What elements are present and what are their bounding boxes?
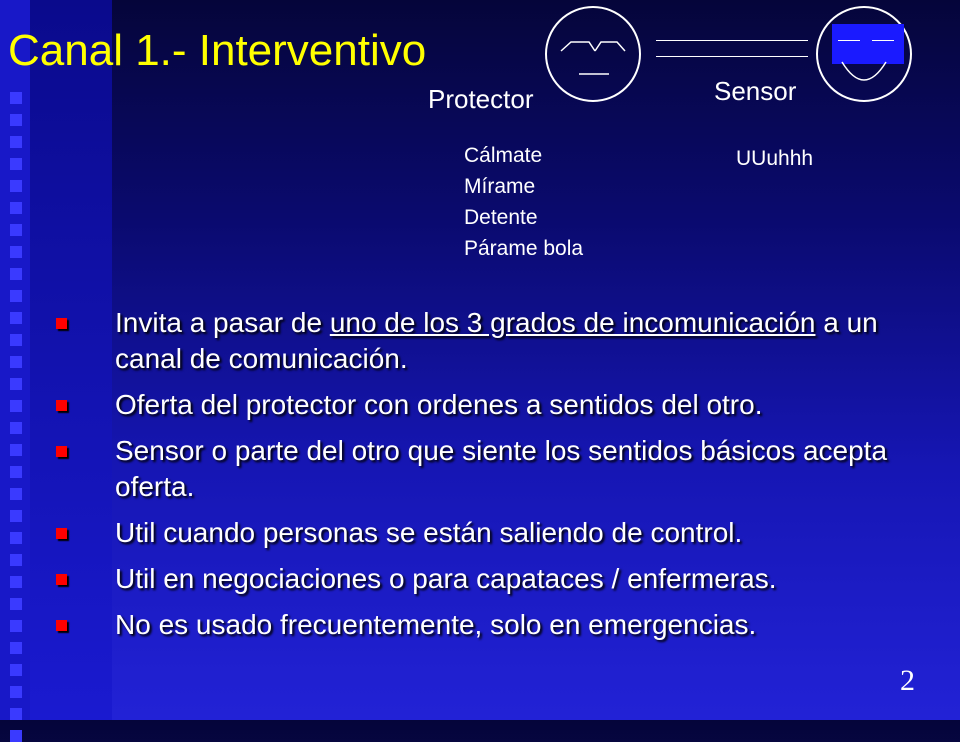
decorative-square (10, 202, 22, 214)
bullet-text: Util cuando personas se están saliendo de control. (115, 517, 743, 548)
bullet-item (50, 305, 930, 377)
bullet-text: Oferta del protector con ordenes a sentidos del otro. (115, 389, 763, 420)
decorative-square (10, 730, 22, 742)
bullet-text: Sensor o parte del otro que siente los sentidos básicos acepta oferta. (115, 435, 888, 502)
sensor-label: Sensor (714, 76, 797, 106)
decorative-square (10, 400, 22, 412)
bullet-item (50, 387, 930, 423)
connection-line-bottom (656, 56, 808, 57)
decorative-square (10, 158, 22, 170)
protector-label: Protector (428, 84, 534, 114)
protector-word: Detente (464, 206, 538, 229)
decorative-square (10, 642, 22, 654)
decorative-square (10, 598, 22, 610)
decorative-square (10, 422, 22, 434)
red-square-bullet-icon (56, 528, 67, 539)
bullet-text-underlined: uno de los 3 grados de incomunicación (329, 307, 816, 338)
protector-face (545, 6, 641, 102)
red-square-bullet-icon (56, 574, 67, 585)
decorative-square (10, 576, 22, 588)
page-number: 2 (900, 664, 915, 697)
sensor-smile (816, 6, 912, 102)
decorative-square (10, 620, 22, 632)
sensor-words: UUuhhh (736, 147, 814, 170)
protector-words (464, 140, 583, 264)
red-square-bullet-icon (56, 446, 67, 457)
protector-word: Mírame (464, 175, 536, 198)
bullet-text: Util en negociaciones o para capataces / enfermeras. (115, 563, 777, 594)
red-square-bullet-icon (56, 318, 67, 329)
decorative-square (10, 224, 22, 236)
decorative-square (10, 466, 22, 478)
decorative-square (10, 268, 22, 280)
decorative-square (10, 136, 22, 148)
decorative-square (10, 180, 22, 192)
protector-word: Párame bola (464, 237, 584, 260)
sensor-face (816, 6, 912, 102)
decorative-square (10, 444, 22, 456)
decorative-square (10, 488, 22, 500)
decorative-square (10, 334, 22, 346)
slide-title: Canal 1.- Interventivo (8, 26, 427, 75)
decorative-square (10, 92, 22, 104)
decorative-square (10, 554, 22, 566)
bullet-list (50, 305, 930, 653)
bullet-text: Invita a pasar de (115, 307, 330, 338)
decorative-square (10, 246, 22, 258)
bullet-item (50, 433, 930, 505)
decorative-square (10, 290, 22, 302)
red-square-bullet-icon (56, 400, 67, 411)
protector-word: Cálmate (464, 144, 543, 167)
decorative-square (10, 664, 22, 676)
decorative-square (10, 708, 22, 720)
bullet-item (50, 515, 930, 551)
decorative-square (10, 378, 22, 390)
bullet-text: No es usado frecuentemente, solo en emergencias. (115, 609, 757, 640)
protector-eyes (545, 6, 641, 102)
decorative-square (10, 114, 22, 126)
bullet-item (50, 607, 930, 643)
decorative-square (10, 532, 22, 544)
decorative-square (10, 356, 22, 368)
bullet-item (50, 561, 930, 597)
connection-line-top (656, 40, 808, 41)
red-square-bullet-icon (56, 620, 67, 631)
decorative-square (10, 312, 22, 324)
decorative-square (10, 510, 22, 522)
decorative-square (10, 686, 22, 698)
bullet-text: a un canal de comunicación. (115, 307, 878, 374)
